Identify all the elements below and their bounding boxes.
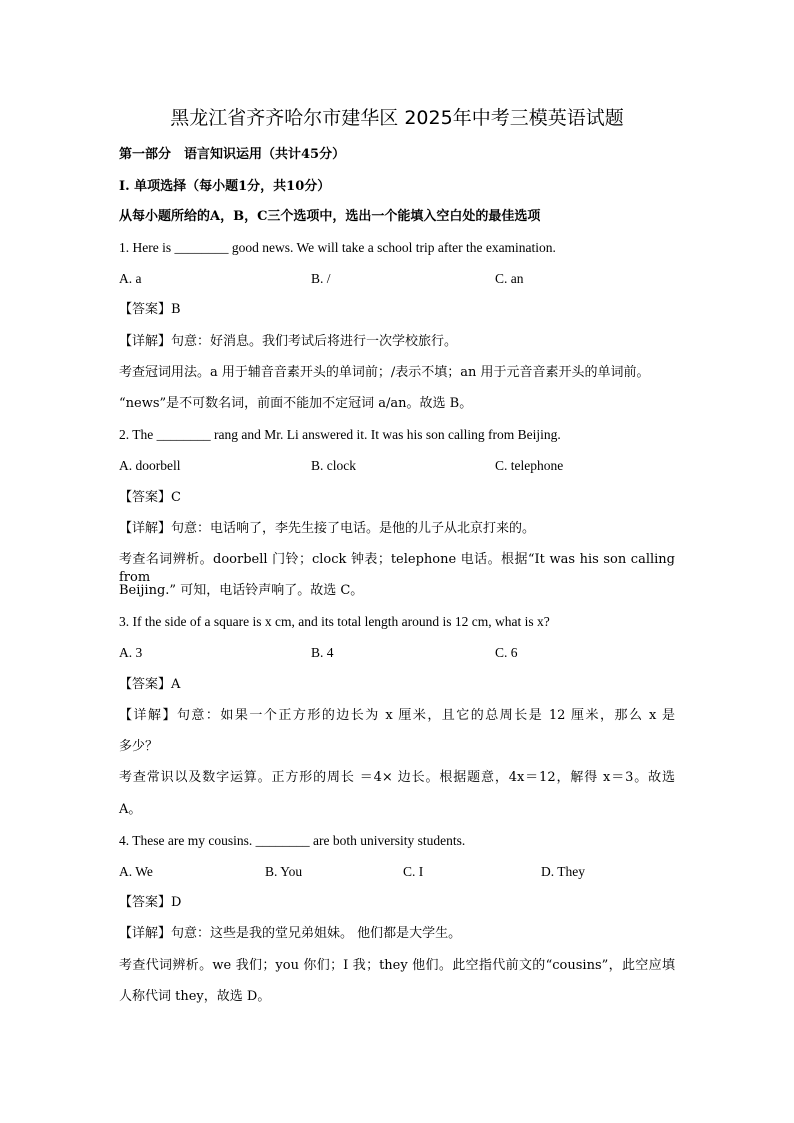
answer: 【答案】C <box>119 490 181 505</box>
answer: 【答案】A <box>119 677 181 692</box>
detail-line: 考查名词辨析。doorbell 门铃；clock 钟表；telephone 电话。根据“It was his son calling from <box>119 552 675 585</box>
option: B. You <box>265 864 303 879</box>
detail-line: Beijing.” 可知，电话铃声响了。故选 C。 <box>119 583 364 598</box>
option: A. 3 <box>119 645 143 660</box>
question-stem: 1. Here is ________ good news. We will take a school trip after the examination. <box>119 240 556 255</box>
detail-line: A。 <box>119 802 142 817</box>
detail-line: 考查冠词用法。a 用于辅音音素开头的单词前；/表示不填；an 用于元音音素开头的单词前。 <box>119 365 650 380</box>
question-stem: 3. If the side of a square is x cm, and its total length around is 12 cm, what is x? <box>119 614 550 629</box>
option: C. telephone <box>495 458 564 473</box>
option: C. an <box>495 271 524 286</box>
detail-line: 考查代词辨析。we 我们；you 你们；I 我；they 他们。此空指代前文的“cousins”，此空应填 <box>119 958 675 973</box>
option: A. We <box>119 864 153 879</box>
option: B. / <box>311 271 331 286</box>
detail-line: 考查常识以及数字运算。正方形的周长 ＝4× 边长。根据题意，4x＝12，解得 x＝3。故选 <box>119 770 675 785</box>
option: C. I <box>403 864 424 879</box>
page-title: 黑龙江省齐齐哈尔市建华区 2025年中考三模英语试题 <box>170 107 624 129</box>
option: C. 6 <box>495 645 518 660</box>
option: B. 4 <box>311 645 334 660</box>
answer: 【答案】D <box>119 895 182 910</box>
section-heading: Ⅰ. 单项选择（每小题1分，共10分） <box>119 179 331 194</box>
option: A. a <box>119 271 142 286</box>
option: D. They <box>541 864 585 879</box>
question-stem: 2. The ________ rang and Mr. Li answered it. It was his son calling from Beijing. <box>119 427 561 442</box>
detail-line: 多少？ <box>119 739 159 754</box>
detail-line: 【详解】句意：这些是我的堂兄弟姐妹。 他们都是大学生。 <box>119 926 462 941</box>
instruction: 从每小题所给的A，B，C三个选项中，选出一个能填入空白处的最佳选项 <box>119 209 541 224</box>
detail-line: 人称代词 they，故选 D。 <box>119 989 271 1004</box>
option: A. doorbell <box>119 458 181 473</box>
answer: 【答案】B <box>119 302 181 317</box>
part-heading: 第一部分 语言知识运用（共计45分） <box>119 147 346 162</box>
question-stem: 4. These are my cousins. ________ are both university students. <box>119 833 466 848</box>
detail-line: 【详解】句意：好消息。我们考试后将进行一次学校旅行。 <box>119 334 458 349</box>
detail-line: “news”是不可数名词，前面不能加不定冠词 a/an。故选 B。 <box>119 396 473 411</box>
detail-line: 【详解】句意：电话响了，李先生接了电话。是他的儿子从北京打来的。 <box>119 521 536 536</box>
detail-line: 【详解】句意：如果一个正方形的边长为 x 厘米，且它的总周长是 12 厘米，那么 x 是 <box>119 708 675 723</box>
option: B. clock <box>311 458 356 473</box>
